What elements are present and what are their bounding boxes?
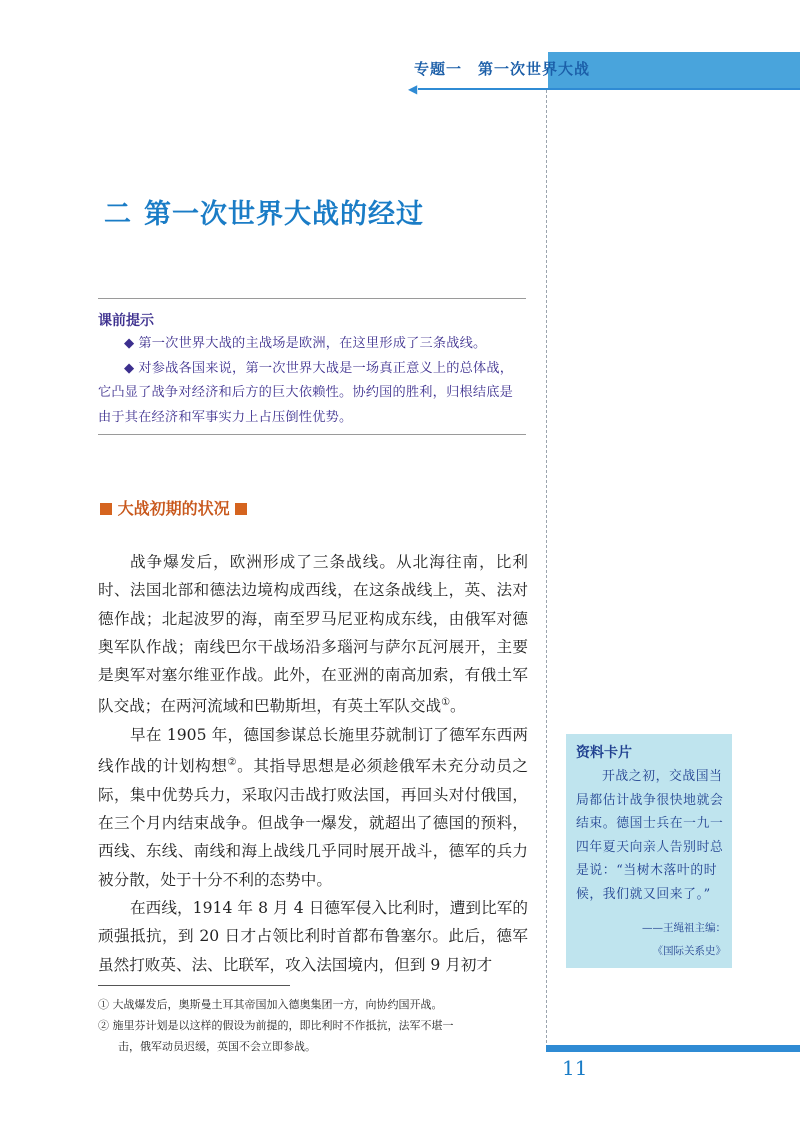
body-text xyxy=(98,548,528,979)
card-source-title: 《国际关系史》 xyxy=(652,945,726,957)
diamond-bullet-icon: ◆ xyxy=(124,360,135,376)
tips-bottom-rule xyxy=(98,434,526,435)
tips-heading: 课前提示 xyxy=(98,313,154,329)
orange-square-icon xyxy=(100,503,112,515)
paragraph: 在西线，1914 年 8 月 4 日德军侵入比利时，遭到比军的顽强抵抗，到 20 日才占领比利时首都布鲁塞尔。此后，德军虽然打败英、法、比联军，攻入法国境内，但到 9 月初才 xyxy=(98,898,528,974)
running-header xyxy=(414,58,590,79)
diamond-bullet-icon: ◆ xyxy=(124,336,135,351)
page-number: 11 xyxy=(562,1056,588,1080)
section-heading-text: 大战初期的状况 xyxy=(117,499,230,518)
footnotes xyxy=(98,994,538,1057)
title-number: 二 xyxy=(104,199,132,230)
footer-band xyxy=(546,1045,800,1052)
footnote-rule xyxy=(98,985,290,986)
tip-item: ◆ 第一次世界大战的主战场是欧洲，在这里形成了三条战线。 xyxy=(124,336,487,351)
tips-top-rule xyxy=(98,298,526,299)
page-title xyxy=(104,192,424,231)
header-chapter: 第一次世界大战 xyxy=(478,60,591,78)
tip-item: ◆ 对参战各国来说，第一次世界大战是一场真正意义上的总体战，它凸显了战争对经济和后方的巨大依赖性。协约国的胜利，归根结底是由于其在经济和军事实力上占压倒性优势。 xyxy=(98,360,514,425)
title-text: 第一次世界大战的经过 xyxy=(144,199,424,230)
orange-square-icon xyxy=(235,503,247,515)
paragraph: 战争爆发后，欧洲形成了三条战线。从北海往南，比利时、法国北部和德法边境构成西线，在这条战线上，英、法对德作战；北起波罗的海，南至罗马尼亚构成东线，由俄军对德奥军队作战；南线巴尔干战场沿多瑙河与萨尔瓦河展开，主要是奥军对塞尔维亚作战。此外，在亚洲的南高加索，有俄土军队交战；在两河流域和巴勒斯坦，有英土军队交战①。 xyxy=(98,553,528,716)
footnote: ② 施里芬计划是以这样的假设为前提的，即比利时不作抵抗，法军不堪一 xyxy=(98,1019,454,1032)
tips-body xyxy=(98,332,526,430)
paragraph: 早在 1905 年，德国参谋总长施里芬就制订了德军东西两线作战的计划构想②。其指导思想是必须趁俄军未充分动员之际，集中优势兵力，采取闪击战打败法国，再回头对付俄国，在三个月内结束战争。但战争一爆发，就超出了德国的预料，西线、东线、南线和海上战线几乎同时展开战斗，德军的兵力被分散，处于十分不利的态势中。 xyxy=(98,725,528,889)
footnote-continuation: 击，俄军动员迟缓，英国不会立即参战。 xyxy=(118,1040,316,1053)
footnote: ① 大战爆发后，奥斯曼土耳其帝国加入德奥集团一方，向协约国开战。 xyxy=(98,998,443,1011)
card-heading: 资料卡片 xyxy=(576,745,632,761)
footnote-ref[interactable]: ① xyxy=(441,697,451,709)
section-heading xyxy=(100,496,247,519)
card-text: 开战之初，交战国当局都估计战争很快地就会结束。德国士兵在一九一四年夏天向亲人告别时总是说：“当树木落叶的时候，我们就又回来了。” xyxy=(576,769,724,902)
header-topic: 专题一 xyxy=(414,60,463,78)
card-body xyxy=(576,765,726,906)
header-rule xyxy=(418,88,800,90)
arrow-left-icon: ◀ xyxy=(408,82,418,96)
card-source-author: ——王绳祖主编： xyxy=(642,922,726,934)
margin-divider xyxy=(546,90,547,1048)
footnote-ref[interactable]: ② xyxy=(227,757,238,769)
